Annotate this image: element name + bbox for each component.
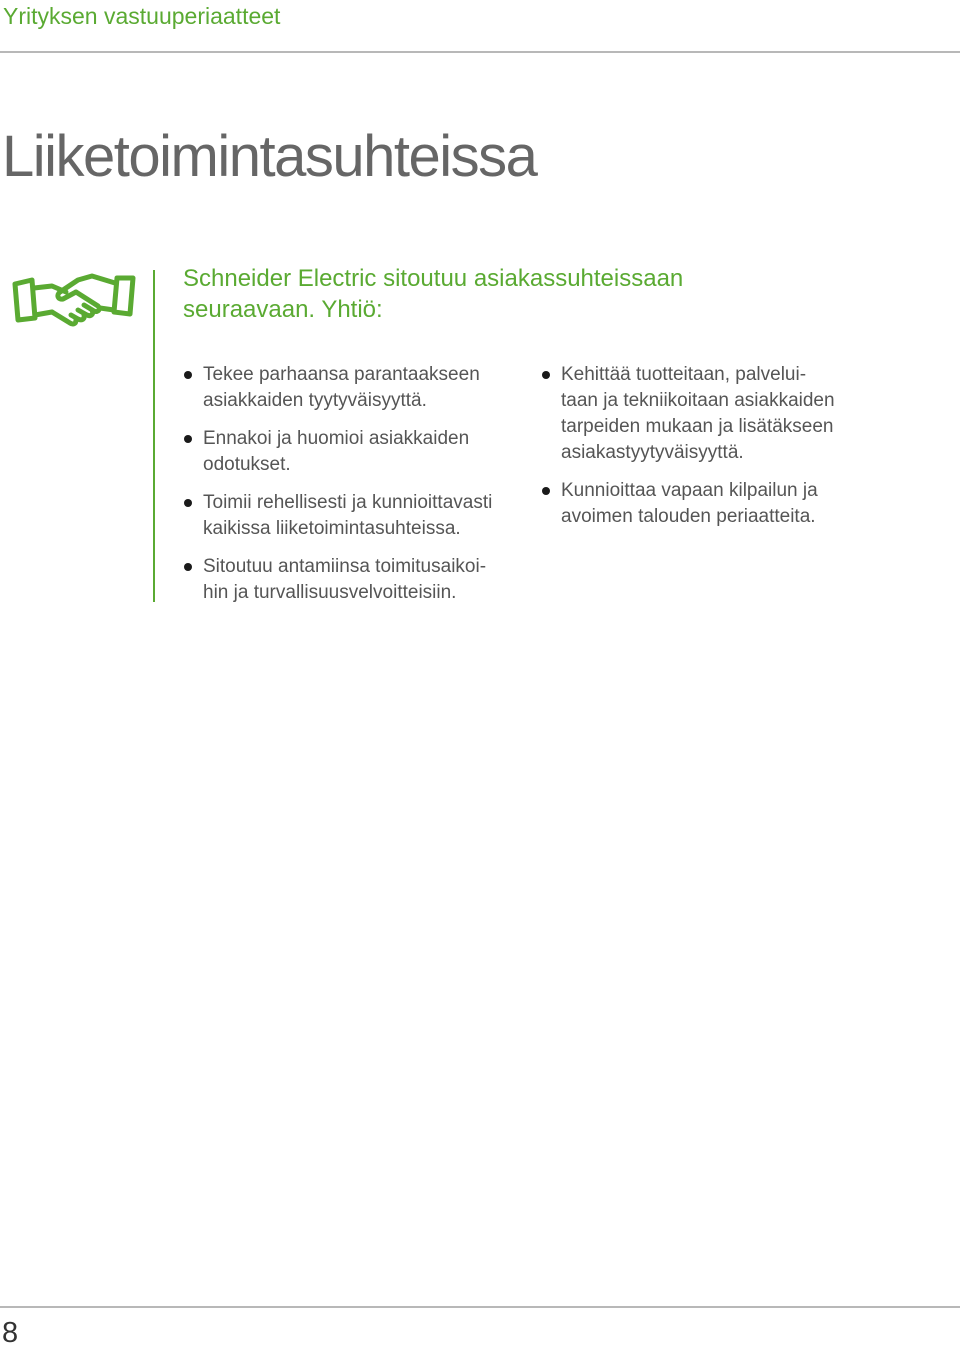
intro-line-2: seuraavaan. Yhtiö: (183, 296, 383, 323)
list-item-text: kaikissa liiketoimintasuhteissa. (203, 518, 461, 539)
list-item-text: Tekee parhaansa parantaakseen (203, 364, 480, 385)
list-item (541, 478, 871, 530)
list-item-text: tarpeiden mukaan ja lisätäkseen (561, 416, 834, 437)
accent-vertical-rule (153, 270, 155, 602)
bullet-icon (542, 487, 550, 495)
list-item-text: asiakastyytyväisyyttä. (561, 442, 744, 463)
list-item-text: taan ja tekniikoitaan asiakkaiden (561, 390, 835, 411)
right-bullet-list (541, 362, 871, 542)
list-item-text: avoimen talouden periaatteita. (561, 506, 816, 527)
list-item (183, 362, 513, 414)
list-item-text: hin ja turvallisuusvelvoitteisiin. (203, 582, 457, 603)
section-header-title: Yrityksen vastuuperiaatteet (3, 3, 281, 29)
intro-text (183, 263, 803, 325)
bullet-icon (184, 563, 192, 571)
bullet-icon (184, 371, 192, 379)
list-item-text: Sitoutuu antamiinsa toimitusaikoi- (203, 556, 487, 577)
bullet-icon (184, 435, 192, 443)
intro-line-1: Schneider Electric sitoutuu asiakassuhteissaan (183, 265, 684, 292)
list-item (183, 490, 513, 542)
left-bullet-list (183, 362, 513, 618)
list-item (183, 554, 513, 606)
bullet-icon (542, 371, 550, 379)
page-title: Liiketoimintasuhteissa (2, 124, 537, 189)
list-item-text: asiakkaiden tyytyväisyyttä. (203, 390, 427, 411)
list-item-text: Toimii rehellisesti ja kunnioittavasti (203, 492, 493, 513)
list-item (541, 362, 871, 466)
handshake-icon (12, 270, 136, 334)
list-item-text: odotukset. (203, 454, 291, 475)
list-item-text: Ennakoi ja huomioi asiakkaiden (203, 428, 470, 449)
bullet-icon (184, 499, 192, 507)
footer-divider (0, 1306, 960, 1308)
list-item-text: Kunnioittaa vapaan kilpailun ja (561, 480, 818, 501)
list-item (183, 426, 513, 478)
header-divider (0, 51, 960, 53)
page-number: 8 (2, 1317, 19, 1349)
list-item-text: Kehittää tuotteitaan, palvelui- (561, 364, 807, 385)
